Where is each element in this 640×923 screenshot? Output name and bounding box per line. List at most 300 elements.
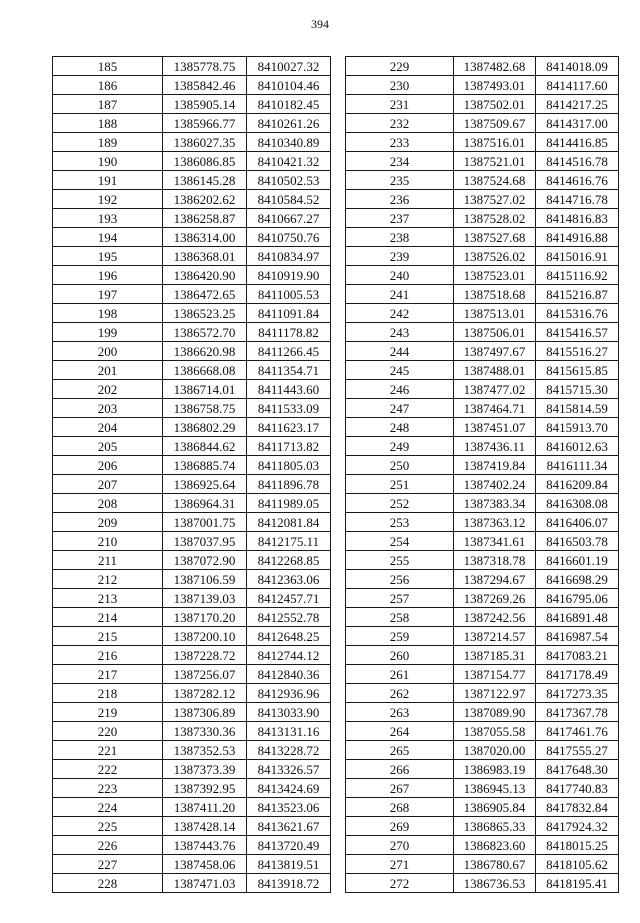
x-coordinate-cell: 1386865.33	[454, 817, 536, 836]
y-coordinate-cell: 8415416.57	[536, 323, 619, 342]
y-coordinate-cell: 8414117.60	[536, 76, 619, 95]
x-coordinate-cell: 1387516.01	[454, 133, 536, 152]
y-coordinate-cell: 8415116.92	[536, 266, 619, 285]
x-coordinate-cell: 1387402.24	[454, 475, 536, 494]
y-coordinate-cell: 8417648.30	[536, 760, 619, 779]
table-row	[346, 494, 619, 513]
table-row	[346, 798, 619, 817]
table-row	[346, 608, 619, 627]
coordinates-table-right	[345, 56, 619, 893]
table-row	[346, 133, 619, 152]
y-coordinate-cell: 8416698.29	[536, 570, 619, 589]
point-number-cell: 240	[346, 266, 454, 285]
point-number-cell: 244	[346, 342, 454, 361]
point-number-cell: 241	[346, 285, 454, 304]
x-coordinate-cell: 1386885.74	[163, 456, 247, 475]
table-row	[346, 855, 619, 874]
table-row	[53, 627, 331, 646]
point-number-cell: 208	[53, 494, 163, 513]
x-coordinate-cell: 1387464.71	[454, 399, 536, 418]
table-row	[53, 551, 331, 570]
x-coordinate-cell: 1386714.01	[163, 380, 247, 399]
table-row	[346, 589, 619, 608]
table-row	[346, 95, 619, 114]
point-number-cell: 266	[346, 760, 454, 779]
point-number-cell: 214	[53, 608, 163, 627]
table-row	[346, 874, 619, 893]
x-coordinate-cell: 1387352.53	[163, 741, 247, 760]
point-number-cell: 253	[346, 513, 454, 532]
table-row	[346, 152, 619, 171]
y-coordinate-cell: 8411091.84	[247, 304, 331, 323]
coordinates-table-left	[52, 56, 331, 893]
x-coordinate-cell: 1387477.02	[454, 380, 536, 399]
y-coordinate-cell: 8414616.76	[536, 171, 619, 190]
table-row	[53, 152, 331, 171]
point-number-cell: 228	[53, 874, 163, 893]
x-coordinate-cell: 1386258.87	[163, 209, 247, 228]
table-row	[53, 361, 331, 380]
x-coordinate-cell: 1385778.75	[163, 57, 247, 76]
x-coordinate-cell: 1387185.31	[454, 646, 536, 665]
point-number-cell: 209	[53, 513, 163, 532]
y-coordinate-cell: 8411713.82	[247, 437, 331, 456]
y-coordinate-cell: 8412363.06	[247, 570, 331, 589]
y-coordinate-cell: 8412840.36	[247, 665, 331, 684]
x-coordinate-cell: 1387497.67	[454, 342, 536, 361]
y-coordinate-cell: 8415913.70	[536, 418, 619, 437]
y-coordinate-cell: 8417273.35	[536, 684, 619, 703]
y-coordinate-cell: 8411533.09	[247, 399, 331, 418]
y-coordinate-cell: 8417832.84	[536, 798, 619, 817]
x-coordinate-cell: 1387524.68	[454, 171, 536, 190]
point-number-cell: 216	[53, 646, 163, 665]
table-row	[53, 741, 331, 760]
table-row	[346, 399, 619, 418]
x-coordinate-cell: 1387436.11	[454, 437, 536, 456]
x-coordinate-cell: 1386027.35	[163, 133, 247, 152]
x-coordinate-cell: 1386844.62	[163, 437, 247, 456]
x-coordinate-cell: 1387451.07	[454, 418, 536, 437]
y-coordinate-cell: 8416012.63	[536, 437, 619, 456]
table-row	[53, 114, 331, 133]
y-coordinate-cell: 8414317.00	[536, 114, 619, 133]
point-number-cell: 239	[346, 247, 454, 266]
x-coordinate-cell: 1387037.95	[163, 532, 247, 551]
table-row	[53, 475, 331, 494]
y-coordinate-cell: 8413918.72	[247, 874, 331, 893]
y-coordinate-cell: 8416601.19	[536, 551, 619, 570]
table-row	[53, 95, 331, 114]
point-number-cell: 198	[53, 304, 163, 323]
point-number-cell: 264	[346, 722, 454, 741]
x-coordinate-cell: 1387383.34	[454, 494, 536, 513]
point-number-cell: 265	[346, 741, 454, 760]
table-row	[53, 399, 331, 418]
x-coordinate-cell: 1386668.08	[163, 361, 247, 380]
x-coordinate-cell: 1387419.84	[454, 456, 536, 475]
x-coordinate-cell: 1387001.75	[163, 513, 247, 532]
table-row	[53, 779, 331, 798]
point-number-cell: 189	[53, 133, 163, 152]
point-number-cell: 192	[53, 190, 163, 209]
point-number-cell: 263	[346, 703, 454, 722]
y-coordinate-cell: 8410182.45	[247, 95, 331, 114]
x-coordinate-cell: 1387170.20	[163, 608, 247, 627]
table-row	[53, 798, 331, 817]
y-coordinate-cell: 8413424.69	[247, 779, 331, 798]
point-number-cell: 271	[346, 855, 454, 874]
table-row	[346, 551, 619, 570]
table-row	[346, 323, 619, 342]
table-row	[53, 703, 331, 722]
x-coordinate-cell: 1387392.95	[163, 779, 247, 798]
table-row	[53, 532, 331, 551]
y-coordinate-cell: 8418015.25	[536, 836, 619, 855]
y-coordinate-cell: 8415516.27	[536, 342, 619, 361]
point-number-cell: 185	[53, 57, 163, 76]
point-number-cell: 226	[53, 836, 163, 855]
x-coordinate-cell: 1386145.28	[163, 171, 247, 190]
x-coordinate-cell: 1387072.90	[163, 551, 247, 570]
x-coordinate-cell: 1387518.68	[454, 285, 536, 304]
y-coordinate-cell: 8414516.78	[536, 152, 619, 171]
y-coordinate-cell: 8412457.71	[247, 589, 331, 608]
point-number-cell: 222	[53, 760, 163, 779]
x-coordinate-cell: 1387228.72	[163, 646, 247, 665]
point-number-cell: 232	[346, 114, 454, 133]
table-row	[346, 760, 619, 779]
table-row	[346, 304, 619, 323]
table-row	[346, 380, 619, 399]
x-coordinate-cell: 1386572.70	[163, 323, 247, 342]
table-row	[346, 456, 619, 475]
y-coordinate-cell: 8411266.45	[247, 342, 331, 361]
table-row	[53, 190, 331, 209]
table-row	[346, 228, 619, 247]
y-coordinate-cell: 8410027.32	[247, 57, 331, 76]
y-coordinate-cell: 8411354.71	[247, 361, 331, 380]
y-coordinate-cell: 8411005.53	[247, 285, 331, 304]
y-coordinate-cell: 8416891.48	[536, 608, 619, 627]
x-coordinate-cell: 1386905.84	[454, 798, 536, 817]
point-number-cell: 221	[53, 741, 163, 760]
y-coordinate-cell: 8410919.90	[247, 266, 331, 285]
point-number-cell: 199	[53, 323, 163, 342]
y-coordinate-cell: 8412648.25	[247, 627, 331, 646]
point-number-cell: 259	[346, 627, 454, 646]
table-row	[346, 684, 619, 703]
y-coordinate-cell: 8415715.30	[536, 380, 619, 399]
point-number-cell: 229	[346, 57, 454, 76]
table-row	[53, 266, 331, 285]
table-row	[53, 665, 331, 684]
table-row	[346, 209, 619, 228]
y-coordinate-cell: 8413523.06	[247, 798, 331, 817]
table-row	[53, 456, 331, 475]
table-row	[53, 760, 331, 779]
point-number-cell: 234	[346, 152, 454, 171]
point-number-cell: 247	[346, 399, 454, 418]
x-coordinate-cell: 1387527.68	[454, 228, 536, 247]
x-coordinate-cell: 1387443.76	[163, 836, 247, 855]
y-coordinate-cell: 8417461.76	[536, 722, 619, 741]
table-row	[53, 209, 331, 228]
y-coordinate-cell: 8413621.67	[247, 817, 331, 836]
point-number-cell: 218	[53, 684, 163, 703]
table-row	[346, 361, 619, 380]
x-coordinate-cell: 1387269.26	[454, 589, 536, 608]
x-coordinate-cell: 1387458.06	[163, 855, 247, 874]
point-number-cell: 246	[346, 380, 454, 399]
x-coordinate-cell: 1386086.85	[163, 152, 247, 171]
x-coordinate-cell: 1387294.67	[454, 570, 536, 589]
table-row	[346, 817, 619, 836]
table-row	[346, 513, 619, 532]
y-coordinate-cell: 8412268.85	[247, 551, 331, 570]
table-row	[53, 855, 331, 874]
table-row	[53, 874, 331, 893]
x-coordinate-cell: 1387122.97	[454, 684, 536, 703]
x-coordinate-cell: 1386472.65	[163, 285, 247, 304]
x-coordinate-cell: 1387488.01	[454, 361, 536, 380]
table-row	[346, 722, 619, 741]
point-number-cell: 205	[53, 437, 163, 456]
point-number-cell: 269	[346, 817, 454, 836]
point-number-cell: 210	[53, 532, 163, 551]
table-row	[346, 646, 619, 665]
table-row	[346, 57, 619, 76]
x-coordinate-cell: 1387106.59	[163, 570, 247, 589]
table-row	[53, 76, 331, 95]
y-coordinate-cell: 8414916.88	[536, 228, 619, 247]
table-row	[346, 570, 619, 589]
y-coordinate-cell: 8412081.84	[247, 513, 331, 532]
y-coordinate-cell: 8416406.07	[536, 513, 619, 532]
point-number-cell: 258	[346, 608, 454, 627]
y-coordinate-cell: 8410750.76	[247, 228, 331, 247]
x-coordinate-cell: 1386945.13	[454, 779, 536, 798]
y-coordinate-cell: 8410104.46	[247, 76, 331, 95]
x-coordinate-cell: 1387428.14	[163, 817, 247, 836]
x-coordinate-cell: 1387502.01	[454, 95, 536, 114]
x-coordinate-cell: 1387306.89	[163, 703, 247, 722]
point-number-cell: 245	[346, 361, 454, 380]
y-coordinate-cell: 8413720.49	[247, 836, 331, 855]
table-row	[53, 380, 331, 399]
y-coordinate-cell: 8414816.83	[536, 209, 619, 228]
point-number-cell: 191	[53, 171, 163, 190]
x-coordinate-cell: 1387139.03	[163, 589, 247, 608]
y-coordinate-cell: 8410340.89	[247, 133, 331, 152]
x-coordinate-cell: 1385966.77	[163, 114, 247, 133]
table-row	[53, 646, 331, 665]
y-coordinate-cell: 8416503.78	[536, 532, 619, 551]
x-coordinate-cell: 1386925.64	[163, 475, 247, 494]
y-coordinate-cell: 8412936.96	[247, 684, 331, 703]
point-number-cell: 202	[53, 380, 163, 399]
y-coordinate-cell: 8415814.59	[536, 399, 619, 418]
point-number-cell: 224	[53, 798, 163, 817]
table-row	[53, 342, 331, 361]
y-coordinate-cell: 8415615.85	[536, 361, 619, 380]
point-number-cell: 217	[53, 665, 163, 684]
point-number-cell: 260	[346, 646, 454, 665]
table-row	[346, 741, 619, 760]
point-number-cell: 201	[53, 361, 163, 380]
x-coordinate-cell: 1387506.01	[454, 323, 536, 342]
y-coordinate-cell: 8415216.87	[536, 285, 619, 304]
x-coordinate-cell: 1387318.78	[454, 551, 536, 570]
table-row	[53, 589, 331, 608]
y-coordinate-cell: 8414416.85	[536, 133, 619, 152]
table-row	[346, 285, 619, 304]
y-coordinate-cell: 8410667.27	[247, 209, 331, 228]
point-number-cell: 238	[346, 228, 454, 247]
table-row	[53, 57, 331, 76]
y-coordinate-cell: 8416111.34	[536, 456, 619, 475]
point-number-cell: 237	[346, 209, 454, 228]
x-coordinate-cell: 1387509.67	[454, 114, 536, 133]
y-coordinate-cell: 8412552.78	[247, 608, 331, 627]
x-coordinate-cell: 1387089.90	[454, 703, 536, 722]
point-number-cell: 200	[53, 342, 163, 361]
point-number-cell: 193	[53, 209, 163, 228]
x-coordinate-cell: 1387200.10	[163, 627, 247, 646]
x-coordinate-cell: 1386314.00	[163, 228, 247, 247]
table-row	[346, 437, 619, 456]
y-coordinate-cell: 8413033.90	[247, 703, 331, 722]
table-row	[346, 703, 619, 722]
table-row	[53, 418, 331, 437]
x-coordinate-cell: 1387020.00	[454, 741, 536, 760]
point-number-cell: 256	[346, 570, 454, 589]
y-coordinate-cell: 8414217.25	[536, 95, 619, 114]
table-row	[346, 171, 619, 190]
y-coordinate-cell: 8415316.76	[536, 304, 619, 323]
point-number-cell: 197	[53, 285, 163, 304]
point-number-cell: 187	[53, 95, 163, 114]
y-coordinate-cell: 8415016.91	[536, 247, 619, 266]
x-coordinate-cell: 1386983.19	[454, 760, 536, 779]
point-number-cell: 243	[346, 323, 454, 342]
table-row	[346, 532, 619, 551]
point-number-cell: 220	[53, 722, 163, 741]
point-number-cell: 242	[346, 304, 454, 323]
y-coordinate-cell: 8411805.03	[247, 456, 331, 475]
y-coordinate-cell: 8411623.17	[247, 418, 331, 437]
point-number-cell: 188	[53, 114, 163, 133]
point-number-cell: 272	[346, 874, 454, 893]
y-coordinate-cell: 8417555.27	[536, 741, 619, 760]
point-number-cell: 190	[53, 152, 163, 171]
x-coordinate-cell: 1387526.02	[454, 247, 536, 266]
x-coordinate-cell: 1387256.07	[163, 665, 247, 684]
y-coordinate-cell: 8411443.60	[247, 380, 331, 399]
x-coordinate-cell: 1386823.60	[454, 836, 536, 855]
x-coordinate-cell: 1387523.01	[454, 266, 536, 285]
x-coordinate-cell: 1386802.29	[163, 418, 247, 437]
x-coordinate-cell: 1387282.12	[163, 684, 247, 703]
point-number-cell: 219	[53, 703, 163, 722]
point-number-cell: 227	[53, 855, 163, 874]
y-coordinate-cell: 8412175.11	[247, 532, 331, 551]
point-number-cell: 251	[346, 475, 454, 494]
point-number-cell: 215	[53, 627, 163, 646]
table-row	[346, 627, 619, 646]
table-row	[53, 285, 331, 304]
y-coordinate-cell: 8410421.32	[247, 152, 331, 171]
x-coordinate-cell: 1386964.31	[163, 494, 247, 513]
y-coordinate-cell: 8413326.57	[247, 760, 331, 779]
table-row	[53, 836, 331, 855]
table-row	[53, 323, 331, 342]
y-coordinate-cell: 8416209.84	[536, 475, 619, 494]
y-coordinate-cell: 8417367.78	[536, 703, 619, 722]
x-coordinate-cell: 1387341.61	[454, 532, 536, 551]
x-coordinate-cell: 1387527.02	[454, 190, 536, 209]
point-number-cell: 233	[346, 133, 454, 152]
table-row	[346, 475, 619, 494]
y-coordinate-cell: 8417083.21	[536, 646, 619, 665]
page-number: 394	[311, 17, 329, 31]
point-number-cell: 195	[53, 247, 163, 266]
point-number-cell: 211	[53, 551, 163, 570]
x-coordinate-cell: 1387363.12	[454, 513, 536, 532]
y-coordinate-cell: 8410584.52	[247, 190, 331, 209]
point-number-cell: 270	[346, 836, 454, 855]
x-coordinate-cell: 1387521.01	[454, 152, 536, 171]
y-coordinate-cell: 8414018.09	[536, 57, 619, 76]
y-coordinate-cell: 8418105.62	[536, 855, 619, 874]
y-coordinate-cell: 8416795.06	[536, 589, 619, 608]
point-number-cell: 267	[346, 779, 454, 798]
y-coordinate-cell: 8410502.53	[247, 171, 331, 190]
table-row	[346, 114, 619, 133]
point-number-cell: 255	[346, 551, 454, 570]
x-coordinate-cell: 1387528.02	[454, 209, 536, 228]
table-row	[346, 76, 619, 95]
y-coordinate-cell: 8410261.26	[247, 114, 331, 133]
table-row	[53, 247, 331, 266]
y-coordinate-cell: 8414716.78	[536, 190, 619, 209]
y-coordinate-cell: 8417740.83	[536, 779, 619, 798]
y-coordinate-cell: 8411896.78	[247, 475, 331, 494]
point-number-cell: 212	[53, 570, 163, 589]
table-row	[53, 228, 331, 247]
table-row	[346, 836, 619, 855]
x-coordinate-cell: 1386368.01	[163, 247, 247, 266]
point-number-cell: 250	[346, 456, 454, 475]
table-row	[53, 304, 331, 323]
x-coordinate-cell: 1386523.25	[163, 304, 247, 323]
table-row	[53, 570, 331, 589]
point-number-cell: 261	[346, 665, 454, 684]
point-number-cell: 236	[346, 190, 454, 209]
y-coordinate-cell: 8416308.08	[536, 494, 619, 513]
table-row	[53, 171, 331, 190]
table-row	[53, 513, 331, 532]
point-number-cell: 213	[53, 589, 163, 608]
table-row	[346, 266, 619, 285]
y-coordinate-cell: 8417924.32	[536, 817, 619, 836]
point-number-cell: 203	[53, 399, 163, 418]
y-coordinate-cell: 8418195.41	[536, 874, 619, 893]
y-coordinate-cell: 8410834.97	[247, 247, 331, 266]
x-coordinate-cell: 1387242.56	[454, 608, 536, 627]
x-coordinate-cell: 1386620.98	[163, 342, 247, 361]
table-row	[346, 342, 619, 361]
